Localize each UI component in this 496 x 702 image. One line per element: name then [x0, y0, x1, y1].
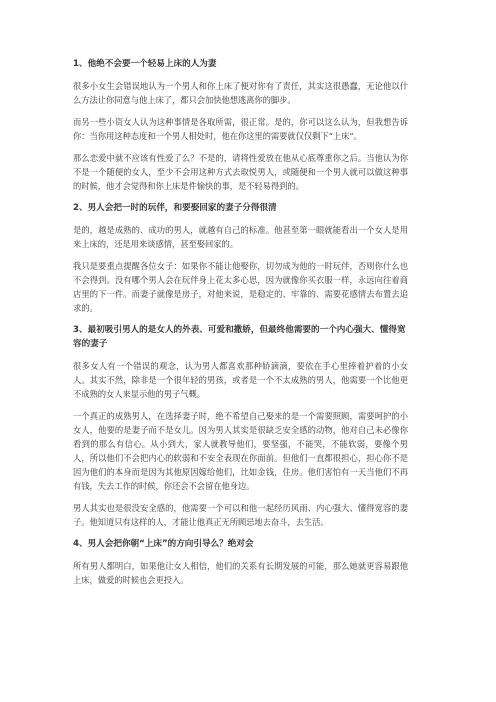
section-heading-3: 3、最初吸引男人的是女人的外表、可爱和撒娇，但最终他需要的一个内心强大、懂得宽容的妻子	[73, 325, 406, 349]
paragraph: 很多小女生会错误地认为一个男人和你上床了便对你有了责任，其实这很愚蠢，无论他以什么方法让你同意与他上床了，都只会加快他想逃离你的脚步。	[73, 81, 408, 105]
section-heading-1: 1、他绝不会要一个轻易上床的人为妻	[73, 59, 217, 69]
paragraph: 很多女人有一个错误的观念，认为男人都喜欢那种娇滴滴，要依在手心里捧着护着的小女人。其实不然，除非是一个很年轻的男孩，或者是一个不太成熟的男人，他需要一个比他更不成熟的女人来显示他的男子气概。	[73, 361, 408, 399]
paragraph: 那么恋爱中就不应该有性爱了么？不是的，请将性爱放在他从心底尊重你之后。当他认为你不是一个随便的女人，至少不会用这种方式去取悦男人，或随便和一个男人就可以做这种事的时候，他才会觉得和你上床是件愉快的事，是不轻易得到的。	[73, 153, 408, 191]
section-heading-4: 4、男人会把你朝“上床”的方向引导么？绝对会	[73, 539, 254, 549]
paragraph: 是的，越是成熟的、成功的男人，就越有自己的标准。他甚至第一眼就能看出一个女人是用来上床的，还是用来谈感情，甚至娶回家的。	[73, 225, 408, 249]
paragraph: 男人其实也是很没安全感的，他需要一个可以和他一起经历风雨、内心强大、懂得宽容的妻子。他知道只有这样的人，才能让他真正无所顾忌地去奋斗，去生活。	[73, 503, 408, 527]
article-body	[73, 57, 408, 595]
section-heading-2: 2、男人会把一时的玩伴，和要娶回家的妻子分得很清	[73, 203, 277, 213]
paragraph: 一个真正的成熟男人，在选择妻子时，绝不希望自己娶来的是一个需要照顾，需要呵护的小女人，他要的是妻子而不是女儿。因为男人其实是很缺乏安全感的动物，他对自己未必像你看到的那么有信心。从小到大，家人就教导他们，要坚强，不能哭，不能软弱，要像个男人，所以他们不会把内心的软弱和不安全表现在你面前。但他们一直都很担心，担心你不是因为他们的本身而是因为其他原因嫁给他们，比如金钱，住房。他们害怕有一天当他们不再有钱，失去工作的时候，你还会不会留在他身边。	[73, 411, 408, 491]
paragraph: 而另一些小资女人认为这种事情是各取所需，很正常。是的，你可以这么认为，但我想告诉你：当你用这种态度和一个男人相处时，他在你这里的需要就仅仅剩下“上床”。	[73, 117, 408, 141]
paragraph: 所有男人都明白，如果他让女人相信，他们的关系有长期发展的可能，那么她就更容易跟他上床，做爱的时候也会更投入。	[73, 561, 408, 585]
paragraph: 我只是要重点提醒各位女子：如果你不能让他娶你，切勿成为他的一时玩伴，否则你什么也不会得到。没有哪个男人会在玩伴身上花太多心思，因为就像你买衣服一样，永远向往着商店里的下一件。而妻子就像是房子，对他来说，是稳定的、牢靠的、需要花感情去布置去追求的。	[73, 261, 408, 313]
